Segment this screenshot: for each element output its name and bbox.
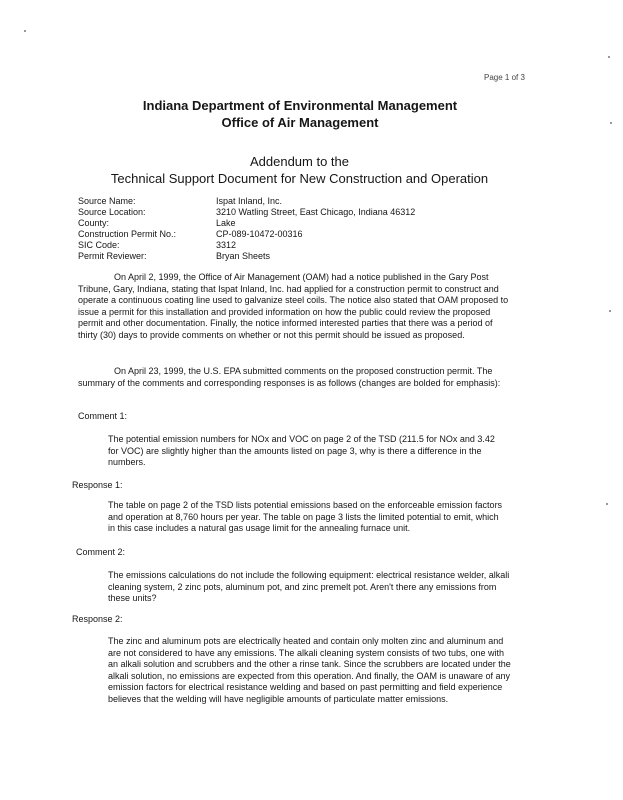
scan-speck bbox=[608, 56, 610, 58]
epa-comments-paragraph: On April 23, 1999, the U.S. EPA submitted comments on the proposed construction permit. The summary of the comments and corresponding responses is as follows (changes are bolded for emphasis): bbox=[78, 366, 501, 388]
source-info-value: Ispat Inland, Inc. bbox=[216, 196, 283, 206]
agency-name: Indiana Department of Environmental Management bbox=[142, 98, 458, 113]
source-info-label: Source Location: bbox=[78, 207, 146, 217]
scan-speck bbox=[24, 30, 26, 32]
scan-speck bbox=[606, 503, 608, 505]
response-1-label: Response 1: bbox=[72, 480, 123, 490]
scan-speck bbox=[609, 310, 611, 312]
source-info-label: Construction Permit No.: bbox=[78, 229, 177, 239]
scan-speck bbox=[610, 122, 612, 124]
source-info-label: SIC Code: bbox=[78, 240, 120, 250]
source-info-row bbox=[78, 251, 415, 262]
source-info-table bbox=[78, 196, 415, 262]
source-info-label: County: bbox=[78, 218, 110, 228]
source-info-row bbox=[78, 240, 415, 251]
source-info-row bbox=[78, 218, 415, 229]
comment-1-label: Comment 1: bbox=[78, 411, 128, 421]
source-info-label: Source Name: bbox=[78, 196, 136, 206]
source-info-row bbox=[78, 229, 415, 240]
response-2-label: Response 2: bbox=[72, 614, 123, 624]
source-info-value: 3210 Watling Street, East Chicago, Indiana 46312 bbox=[216, 207, 416, 217]
doc-title-line1: Addendum to the bbox=[249, 154, 350, 169]
comment-1-body: The potential emission numbers for NOx and VOC on page 2 of the TSD (211.5 for NOx and 3.42 for VOC) are slightly higher than the amounts listed on page 3, why is there a difference in the numbers. bbox=[108, 434, 495, 467]
source-info-value: CP-089-10472-00316 bbox=[216, 229, 303, 239]
source-info-row bbox=[78, 207, 415, 218]
notice-paragraph: On April 2, 1999, the Office of Air Management (OAM) had a notice published in the Gary Post Tribune, Gary, Indiana, stating that Ispat Inland, Inc. had applied for a construction permit to construct and operate a continuous coating line used to galvanize steel coils. The notice also stated that OAM proposed to issue a permit for this installation and provided information on how the public could review the proposed permit and other documentation. Finally, the notice informed interested parties that there was a period of thirty (30) days to provide comments on whether or not this permit should be issued as proposed. bbox=[78, 272, 509, 340]
source-info-value: Bryan Sheets bbox=[216, 251, 271, 261]
source-info-value: Lake bbox=[216, 218, 236, 228]
office-name: Office of Air Management bbox=[221, 115, 379, 130]
page-number: Page 1 of 3 bbox=[484, 73, 525, 82]
source-info-label: Permit Reviewer: bbox=[78, 251, 147, 261]
response-1-body: The table on page 2 of the TSD lists potential emissions based on the enforceable emission factors and operation at 8,760 hours per year. The table on page 3 lists the limited potential to emit, which in this case includes a natural gas usage limit for the annealing furnace unit. bbox=[108, 500, 503, 533]
comment-2-body: The emissions calculations do not include the following equipment: electrical resistance welder, alkali cleaning system, 2 zinc pots, aluminum pot, and zinc premelt pot. Aren't there any emissions from these units? bbox=[108, 570, 510, 603]
comment-2-label: Comment 2: bbox=[76, 547, 126, 557]
response-2-body: The zinc and aluminum pots are electrically heated and contain only molten zinc and aluminum and are not considered to have any emissions. The alkali cleaning system consists of two tubs, one with an alkali solution and scrubbers and the other a rinse tank. Since the scrubbers are located under the alkali solution, no emissions are expected from this operation. And finally, the OAM is unaware of any emission factors for electrical resistance welding and based on past permitting and field experience believes that the welding will have negligible amounts of particulate matter emissions. bbox=[108, 636, 511, 704]
doc-title-line2: Technical Support Document for New Construction and Operation bbox=[110, 171, 489, 186]
source-info-value: 3312 bbox=[216, 240, 237, 250]
source-info-row bbox=[78, 196, 415, 207]
